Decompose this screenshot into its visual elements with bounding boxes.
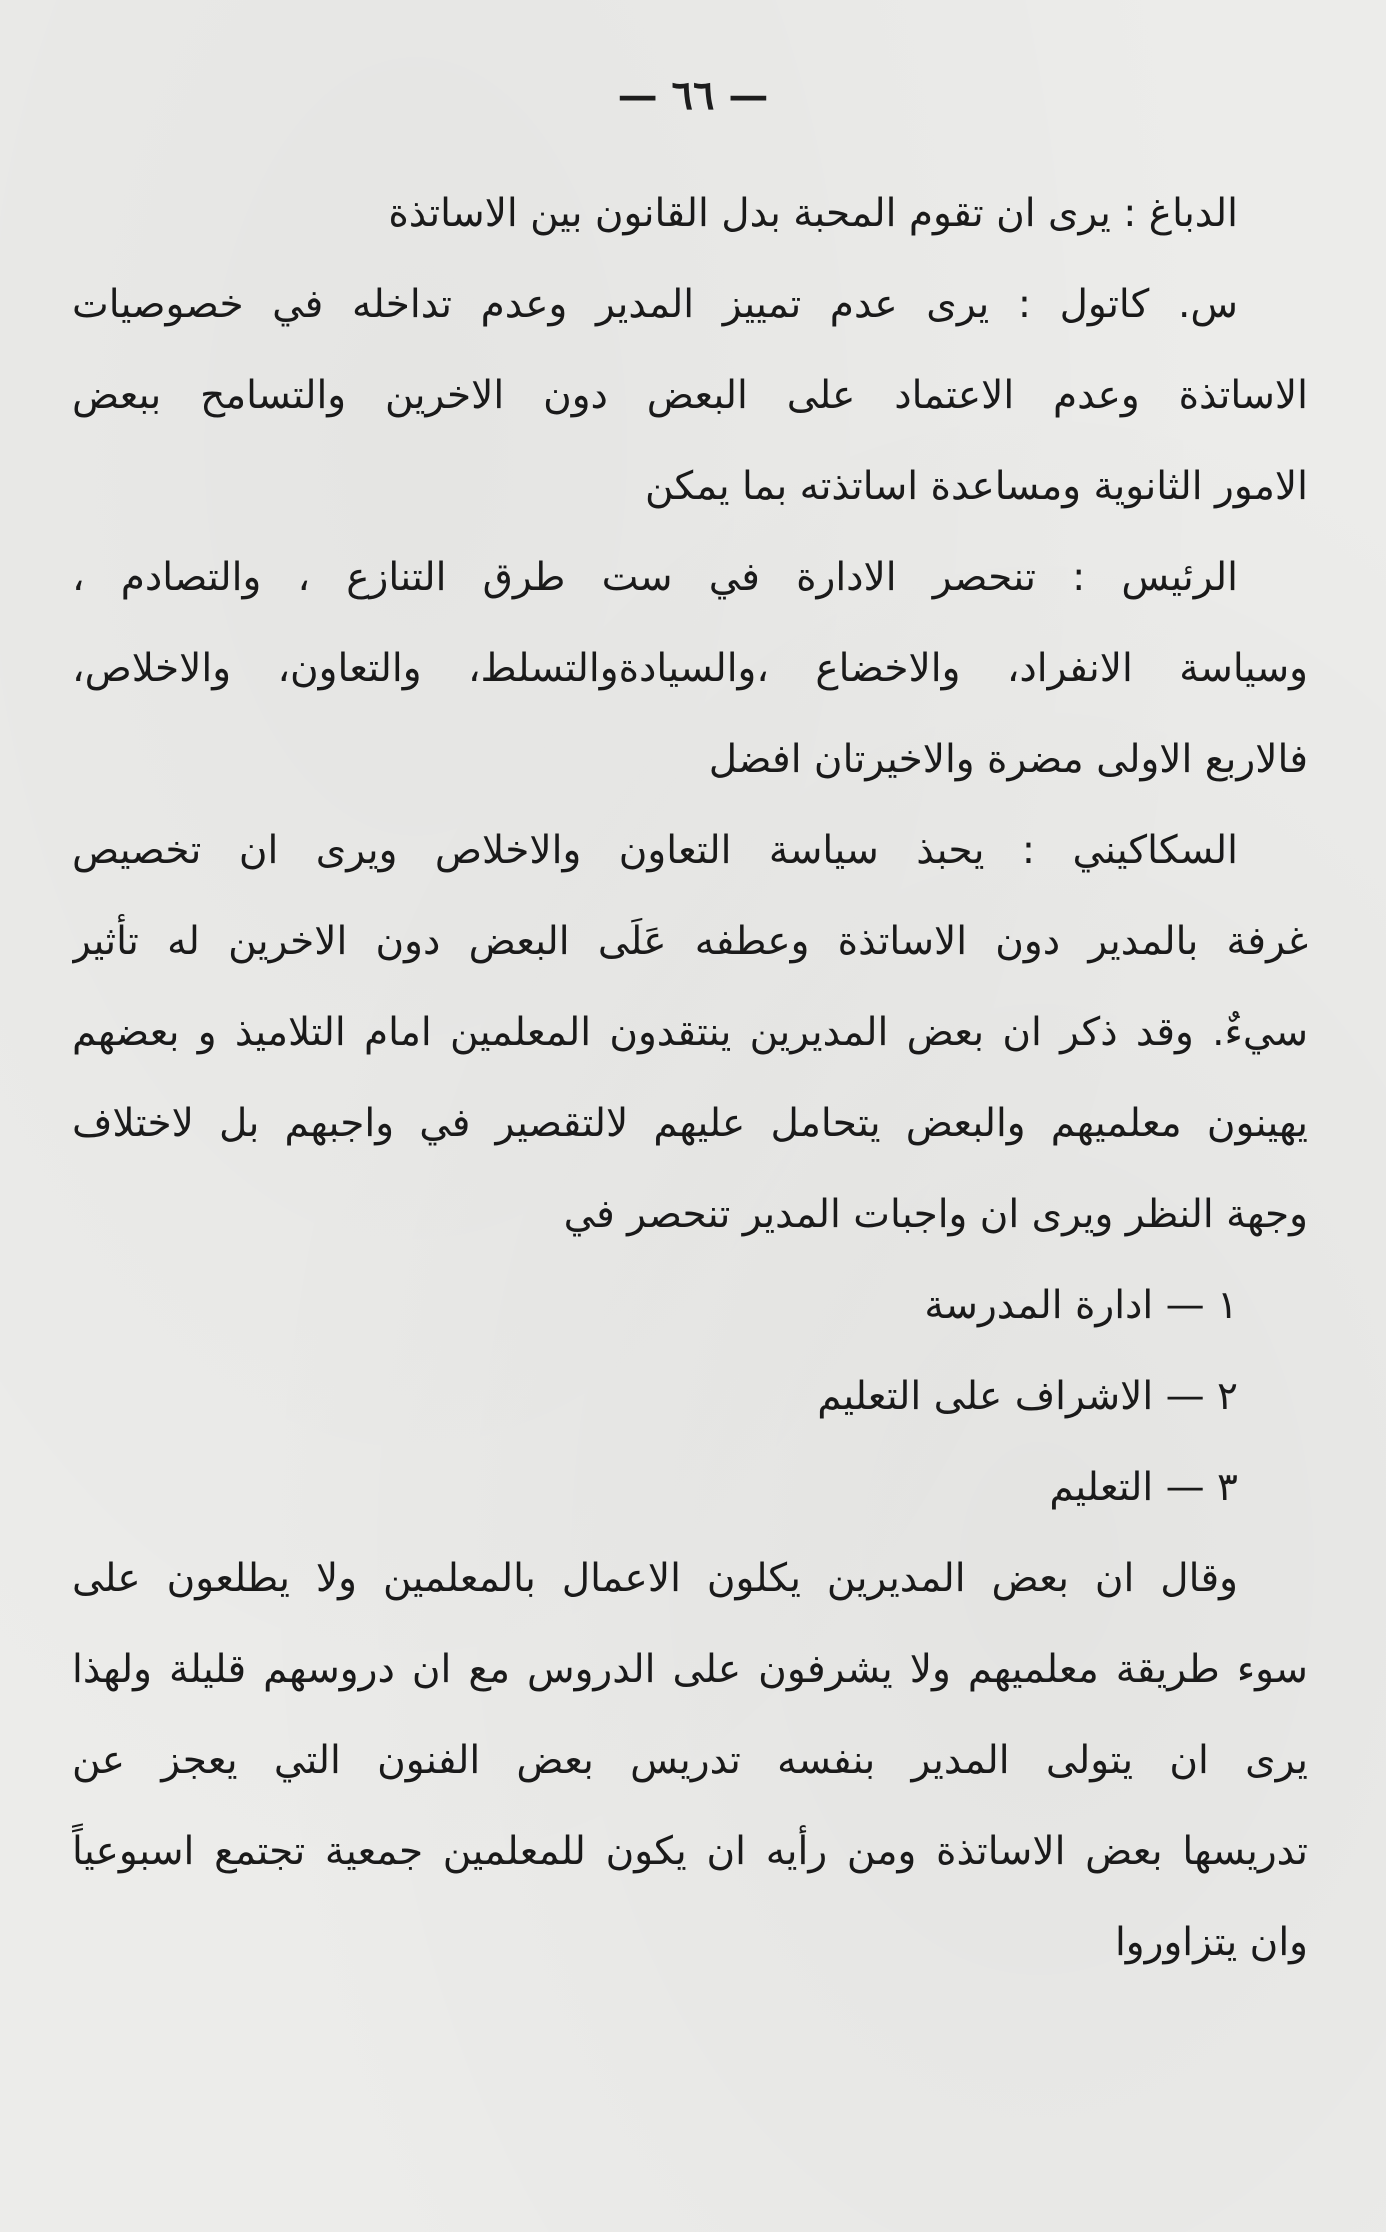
list-item: ٢ — الاشراف على التعليم xyxy=(817,1374,1238,1419)
text-line: سوء طريقة معلميهم ولا يشرفون على الدروس مع ان دروسهم قليلة ولهذا xyxy=(72,1647,1308,1692)
list-item: ٣ — التعليم xyxy=(1049,1465,1238,1510)
text-line: فالاربع الاولى مضرة والاخيرتان افضل xyxy=(708,737,1308,782)
text-line: وان يتزاوروا xyxy=(1114,1920,1308,1965)
text-line: سيءٌ. وقد ذكر ان بعض المديرين ينتقدون المعلمين امام التلاميذ و بعضهم xyxy=(72,1010,1308,1055)
text-line: الاساتذة وعدم الاعتماد على البعض دون الاخرين والتسامح ببعض xyxy=(72,373,1308,418)
text-line: الدباغ : يرى ان تقوم المحبة بدل القانون بين الاساتذة xyxy=(388,191,1238,236)
page-number: — ٦٦ — xyxy=(617,72,769,119)
text-line: س. كاتول : يرى عدم تمييز المدير وعدم تداخله في خصوصيات xyxy=(72,282,1238,327)
text-line: يهينون معلميهم والبعض يتحامل عليهم لالتقصير في واجبهم بل لاختلاف xyxy=(72,1101,1308,1146)
text-line: وقال ان بعض المديرين يكلون الاعمال بالمعلمين ولا يطلعون على xyxy=(72,1556,1238,1601)
text-line: يرى ان يتولى المدير بنفسه تدريس بعض الفنون التي يعجز عن xyxy=(72,1738,1308,1783)
body-text xyxy=(72,168,1308,1988)
text-line: الامور الثانوية ومساعدة اساتذته بما يمكن xyxy=(644,464,1308,509)
text-line: السكاكيني : يحبذ سياسة التعاون والاخلاص ويرى ان تخصيص xyxy=(72,828,1238,873)
text-line: الرئيس : تنحصر الادارة في ست طرق التنازع ، والتصادم ، xyxy=(72,555,1238,600)
list-item: ١ — ادارة المدرسة xyxy=(924,1283,1238,1328)
text-line: تدريسها بعض الاساتذة ومن رأيه ان يكون للمعلمين جمعية تجتمع اسبوعياً xyxy=(72,1829,1308,1874)
text-line: وسياسة الانفراد، والاخضاع ،والسيادةوالتسلط، والتعاون، والاخلاص، xyxy=(72,646,1308,691)
text-line: غرفة بالمدير دون الاساتذة وعطفه عَلَى البعض دون الاخرين له تأثير xyxy=(72,919,1308,964)
text-line: وجهة النظر ويرى ان واجبات المدير تنحصر في xyxy=(563,1192,1308,1237)
